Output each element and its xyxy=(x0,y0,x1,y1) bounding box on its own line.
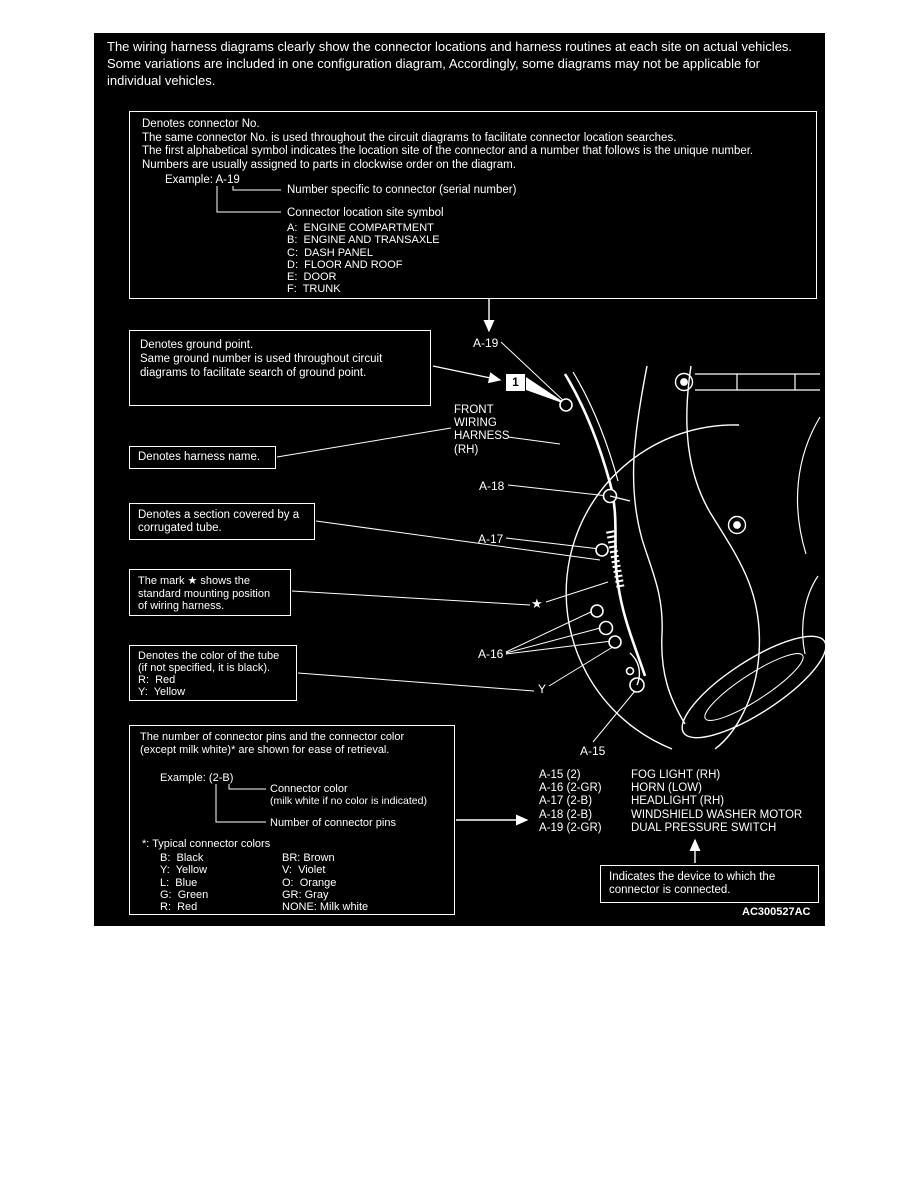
ground-line: Same ground number is used throughout circuit xyxy=(140,353,383,365)
mark-box xyxy=(129,569,291,616)
diagram-panel xyxy=(94,33,825,926)
pins-text xyxy=(140,731,404,757)
table-row xyxy=(539,782,802,795)
figure-code: AC300527AC xyxy=(742,906,811,918)
label-a16: A-16 xyxy=(478,647,504,661)
mark-line: The mark ★ shows the xyxy=(138,575,250,587)
tube-color-box xyxy=(129,645,297,701)
connector-no-text xyxy=(142,118,753,172)
device-line: Indicates the device to which the xyxy=(609,871,776,883)
site-item: D: FLOOR AND ROOF xyxy=(287,258,403,271)
label-front-wiring-harness xyxy=(454,404,510,457)
site-symbol-label: Connector location site symbol xyxy=(287,207,444,219)
connector-device: DUAL PRESSURE SWITCH xyxy=(631,821,777,834)
connector-no-line: Numbers are usually assigned to parts in clockwise order on the diagram. xyxy=(142,158,516,171)
intro-paragraph: The wiring harness diagrams clearly show the connector locations and harness routines at each site on actual vehicles. Some variations are included in one configuration diagram, Accordingly, some diagrams may not be applicable for individual vehicles. xyxy=(107,39,793,88)
pins-color-box xyxy=(129,725,455,915)
ground-line: Denotes ground point. xyxy=(140,339,254,351)
site-item: F: TRUNK xyxy=(287,283,341,296)
color-item: R: Red xyxy=(160,901,198,914)
table-row xyxy=(539,809,802,822)
mark-line: standard mounting position xyxy=(138,587,271,600)
site-item: A: ENGINE COMPARTMENT xyxy=(287,222,434,234)
connector-table xyxy=(539,769,802,835)
label-a19: A-19 xyxy=(473,336,499,350)
connector-example: Example: A-19 xyxy=(165,174,240,186)
connector-device: WINDSHIELD WASHER MOTOR xyxy=(631,808,803,821)
site-item: E: DOOR xyxy=(287,271,337,284)
device-line: connector is connected. xyxy=(609,884,731,896)
mark-line: of wiring harness. xyxy=(138,600,225,612)
color-item: GR: Gray xyxy=(282,888,329,901)
connector-device: HEADLIGHT (RH) xyxy=(631,795,725,808)
harness-word: FRONT xyxy=(454,404,494,416)
color-list-right xyxy=(282,852,368,913)
color-item: BR: Brown xyxy=(282,852,335,864)
connector-no-box xyxy=(129,111,817,299)
tube-color-line: (if not specified, it is black). xyxy=(138,662,271,674)
corrugated-line: Denotes a section covered by a xyxy=(138,509,300,521)
table-row xyxy=(539,769,802,782)
device-box xyxy=(600,865,819,903)
color-item: NONE: Milk white xyxy=(282,901,369,914)
pins-line: The number of connector pins and the connector color xyxy=(140,731,405,743)
corrugated-tube-box xyxy=(129,503,315,540)
site-list xyxy=(287,222,440,296)
connector-device: FOG LIGHT (RH) xyxy=(631,769,721,781)
harness-word: (RH) xyxy=(454,443,479,456)
ground-marker-1: 1 xyxy=(506,374,525,391)
connector-device: HORN (LOW) xyxy=(631,782,702,795)
tube-color-line: Y: Yellow xyxy=(138,686,186,698)
pin-count-label: Number of connector pins xyxy=(270,817,396,829)
pins-line: (except milk white)* are shown for ease of retrieval. xyxy=(140,744,390,756)
tube-color-line: R: Red xyxy=(138,674,176,686)
label-a15: A-15 xyxy=(580,744,606,758)
connector-code: A-19 (2-GR) xyxy=(539,821,602,834)
connector-no-line: The first alphabetical symbol indicates the location site of the connector and a number that follows is the unique number. xyxy=(142,145,754,157)
ground-line: diagrams to facilitate search of ground point. xyxy=(140,367,367,379)
connector-color-label: Connector color xyxy=(270,783,348,795)
connector-no-line: Denotes connector No. xyxy=(142,118,260,130)
serial-number-label: Number specific to connector (serial number) xyxy=(287,184,517,196)
harness-name-line: Denotes harness name. xyxy=(138,451,261,463)
color-item: Y: Yellow xyxy=(160,864,208,877)
connector-no-line: The same connector No. is used throughout the circuit diagrams to facilitate connector location searches. xyxy=(142,131,677,144)
table-row xyxy=(539,822,802,835)
label-a18: A-18 xyxy=(479,479,505,493)
connector-code: A-16 (2-GR) xyxy=(539,782,602,795)
site-item: C: DASH PANEL xyxy=(287,246,373,259)
harness-name-box xyxy=(129,446,276,469)
table-row xyxy=(539,795,802,808)
star-mark-icon: ★ xyxy=(531,596,543,611)
color-item: B: Black xyxy=(160,852,204,864)
corrugated-line: corrugated tube. xyxy=(138,522,222,534)
typical-colors-title: *: Typical connector colors xyxy=(142,838,271,850)
label-a17: A-17 xyxy=(478,532,504,546)
connector-code: A-18 (2-B) xyxy=(539,808,593,821)
color-item: V: Violet xyxy=(282,864,326,877)
harness-word: WIRING xyxy=(454,417,497,430)
color-item: O: Orange xyxy=(282,876,337,889)
color-item: L: Blue xyxy=(160,876,198,889)
site-item: B: ENGINE AND TRANSAXLE xyxy=(287,234,440,247)
color-item: G: Green xyxy=(160,888,209,901)
color-list-left xyxy=(160,852,208,913)
label-y: Y xyxy=(538,682,547,696)
ground-point-box xyxy=(129,330,431,406)
connector-code: A-15 (2) xyxy=(539,769,581,781)
tube-color-line: Denotes the color of the tube xyxy=(138,650,280,662)
pins-example: Example: (2-B) xyxy=(160,772,234,784)
harness-word: HARNESS xyxy=(454,430,510,443)
connector-color-note: (milk white if no color is indicated) xyxy=(270,795,427,807)
connector-code: A-17 (2-B) xyxy=(539,795,593,808)
